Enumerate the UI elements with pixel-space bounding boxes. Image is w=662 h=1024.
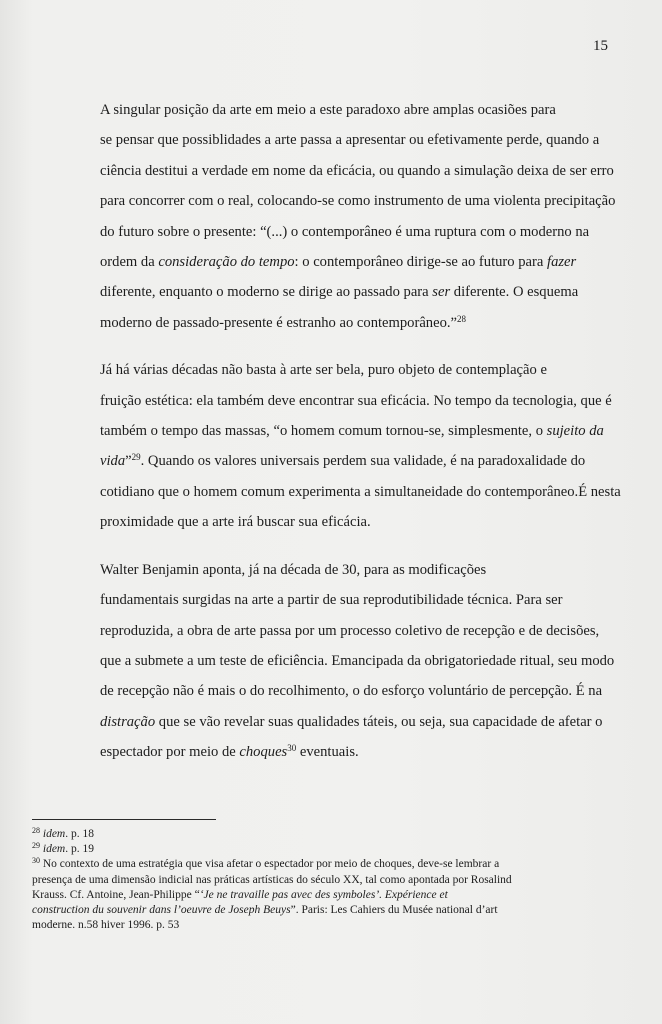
footnote-reference: 29 (131, 452, 141, 463)
italic-text: ser (432, 284, 451, 301)
paragraph (32, 555, 638, 768)
footnote-reference: 30 (287, 743, 297, 754)
footnotes (32, 827, 652, 933)
text-run: presença de uma dimensão indicial nas práticas artísticas do século XX, tal como apontada por Rosalind (32, 873, 512, 886)
text-line (100, 247, 638, 277)
text-line (100, 386, 638, 416)
italic-text: fazer (547, 254, 577, 271)
text-run: reproduzida, a obra de arte passa por um processo coletivo de recepção e de decisões, (100, 622, 600, 639)
paragraph (32, 95, 638, 338)
text-line (32, 857, 652, 872)
text-run: . p. 19 (65, 843, 94, 856)
text-line (100, 416, 638, 446)
text-run: proximidade que a arte irá buscar sua eficácia. (100, 514, 371, 531)
text-line (32, 903, 652, 918)
text-run: Walter Benjamin aponta, já na década de 30, para as modificações (100, 561, 487, 578)
text-run: eventuais. (296, 744, 359, 761)
text-line (100, 156, 638, 186)
footnote-reference: 28 (32, 826, 40, 835)
text-line (32, 827, 652, 842)
text-run: fruição estética: ela também deve encontrar sua eficácia. No tempo da tecnologia, que é (100, 392, 612, 409)
italic-text: consideração do tempo (158, 254, 295, 271)
text-line (100, 277, 638, 307)
italic-text: sujeito da (546, 423, 604, 440)
text-run: moderne. n.58 hiver 1996. p. 53 (32, 919, 180, 932)
italic-text: construction du souvenir dans l’oeuvre de Joseph Beuys (32, 904, 291, 917)
italic-text: distração (100, 713, 156, 730)
italic-text: ‘Je ne travaille pas avec des symboles’. Expérience et (199, 888, 448, 901)
text-line (32, 918, 652, 933)
text-run: No contexto de uma estratégia que visa afetar o espectador por meio de choques, deve-se lembrar a (40, 858, 500, 871)
footnote-separator (32, 819, 216, 820)
text-line (100, 477, 638, 507)
text-line (100, 707, 638, 737)
text-line (100, 308, 638, 338)
text-run: se pensar que possiblidades a arte passa a apresentar ou efetivamente perde, quando a (100, 132, 600, 149)
text-line (100, 125, 638, 155)
italic-text: choques (239, 744, 288, 761)
text-run: que se vão revelar suas qualidades táteis, ou seja, sua capacidade de afetar o (155, 713, 603, 730)
italic-text: vida (100, 453, 126, 470)
text-line (100, 186, 638, 216)
text-run: diferente. O esquema (450, 284, 579, 301)
footnote-reference: 29 (32, 841, 40, 851)
text-line (100, 446, 638, 476)
text-run: espectador por meio de (100, 744, 240, 761)
footnote (32, 857, 652, 933)
footnote (32, 827, 652, 842)
text-run: diferente, enquanto o moderno se dirige ao passado para (100, 284, 433, 301)
text-line (100, 616, 638, 646)
text-line (32, 888, 652, 903)
text-run: para concorrer com o real, colocando-se como instrumento de uma violenta precipitação (100, 193, 616, 210)
text-run: ”. Paris: Les Cahiers du Musée national d’art (290, 904, 498, 917)
text-run: de recepção não é mais o do recolhimento, o do esforço voluntário de percepção. É na (100, 683, 603, 700)
italic-text: idem (42, 843, 66, 856)
text-run: . Quando os valores universais perdem sua validade, é na paradoxalidade do (140, 453, 586, 470)
text-line (100, 217, 638, 247)
text-run: ordem da (100, 254, 159, 271)
text-line (100, 355, 638, 385)
text-run: fundamentais surgidas na arte a partir de sua reprodutibilidade técnica. Para ser (100, 592, 563, 609)
text-line (100, 585, 638, 615)
text-run: : o contemporâneo dirige-se ao futuro para (294, 254, 548, 271)
text-run: que a submete a um teste de eficiência. Emancipada da obrigatoriedade ritual, seu modo (100, 652, 615, 669)
text-run: A singular posição da arte em meio a este paradoxo abre amplas ocasiões para (100, 102, 556, 118)
text-run: também o tempo das massas, “o homem comum tornou-se, simplesmente, o (100, 423, 547, 440)
text-line (100, 676, 638, 706)
text-line (100, 555, 638, 585)
text-run: Krauss. Cf. Antoine, Jean-Philippe “ (32, 888, 200, 901)
text-line (100, 646, 638, 676)
text-run: Já há várias décadas não basta à arte ser bela, puro objeto de contemplação e (100, 362, 547, 379)
text-run: do futuro sobre o presente: “(...) o contemporâneo é uma ruptura com o moderno na (100, 223, 590, 240)
body-text (32, 95, 638, 768)
text-line (100, 95, 638, 125)
text-line (32, 873, 652, 888)
text-run: ciência destitui a verdade em nome da eficácia, ou quando a simulação deixa de ser erro (100, 162, 614, 179)
text-run: . p. 18 (65, 828, 94, 840)
paragraph (32, 355, 638, 537)
text-run: cotidiano que o homem comum experimenta a simultaneidade do contemporâneo.É nesta (100, 483, 621, 500)
text-line (100, 507, 638, 537)
italic-text: idem (42, 828, 66, 840)
page-number: 15 (593, 38, 608, 54)
text-run: ” (125, 453, 132, 470)
footnote (32, 842, 652, 857)
text-line (32, 842, 652, 857)
text-line (100, 737, 638, 767)
text-run: moderno de passado-presente é estranho ao contemporâneo.” (100, 314, 457, 331)
footnote-reference: 28 (457, 313, 466, 324)
footnote-reference: 30 (32, 856, 40, 866)
